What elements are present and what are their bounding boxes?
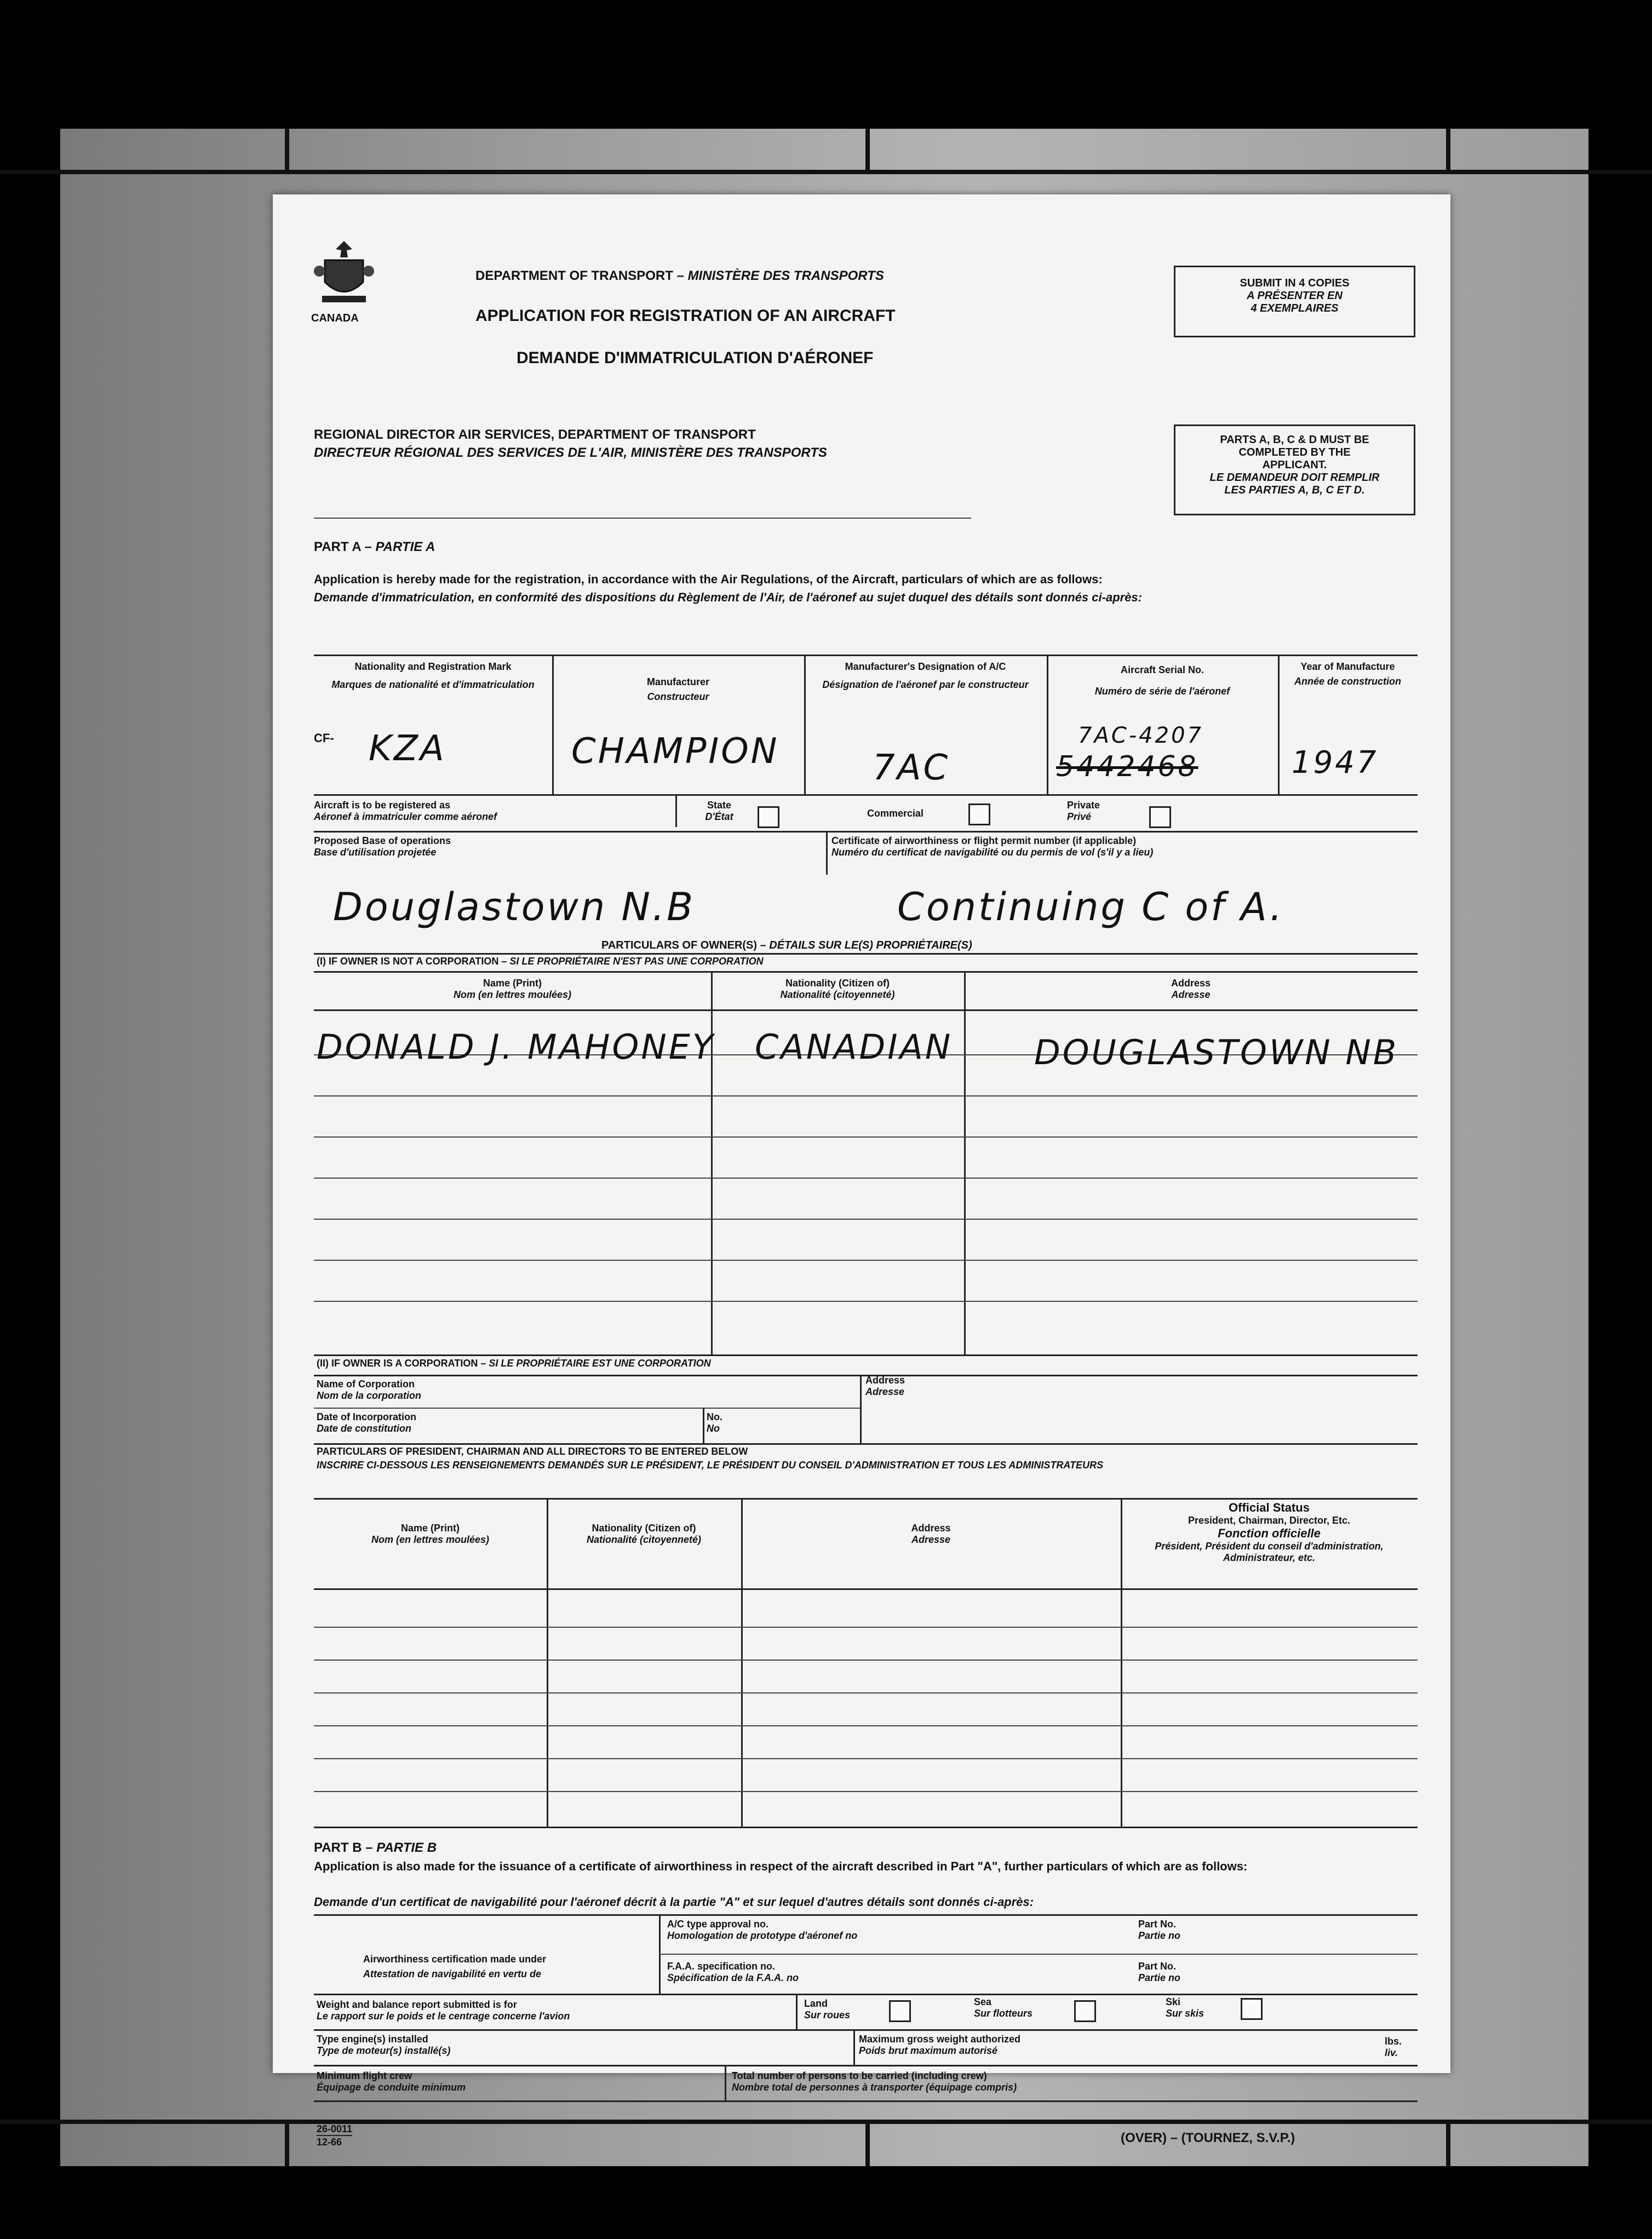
table-line: [314, 1994, 1418, 1995]
certificate-value: Continuing C of A.: [897, 885, 1284, 929]
col-registration-header: Nationality and Registration Mark Marques de nationalité et d'immatriculation: [331, 661, 535, 690]
owner-address-value: DOUGLASTOWN NB: [1034, 1032, 1399, 1072]
part-b-intro-fr: Demande d'un certificat de navigabilité pour l'aéronef décrit à la partie "A" et sur lequel d'autres détails sont donnés ci-après:: [314, 1895, 1034, 1909]
min-crew-label: Minimum flight crew Équipage de conduite minimum: [317, 2070, 466, 2093]
registration-mark-value: KZA: [369, 728, 446, 769]
table-line: [547, 1498, 548, 1827]
col-designation-header: Manufacturer's Designation of A/C Désignation de l'aéronef par le constructeur: [822, 661, 1029, 690]
weight-balance-label: Weight and balance report submitted is for Le rapport sur le poids et le centrage concerne l'avion: [317, 1999, 570, 2022]
serial-corrected-value: 7AC-4207: [1078, 723, 1203, 748]
film-tick: [285, 2122, 289, 2166]
airworthiness-label: Airworthiness certification made under Attestation de navigabilité en vertu de: [363, 1954, 547, 1979]
table-line: [314, 1758, 1418, 1759]
film-border-top: [0, 170, 1652, 174]
title-english: APPLICATION FOR REGISTRATION OF AN AIRCRAFT: [475, 307, 896, 325]
director-status-header: Official Status President, Chairman, Director, Etc. Fonction officielle Président, Président du conseil d'administration, Administrateur, etc.: [1155, 1501, 1384, 1563]
table-line: [826, 831, 828, 875]
corporation-name-label: Name of Corporation Nom de la corporation: [317, 1379, 422, 1401]
table-line: [314, 1408, 860, 1409]
private-checkbox[interactable]: [1149, 806, 1171, 828]
directors-instructions-fr: INSCRIRE CI-DESSOUS LES RENSEIGNEMENTS DEMANDÉS SUR LE PRÉSIDENT, LE PRÉSIDENT DU CONSEIL D'ADMINISTRATION ET TOUS LES ADMINISTRATEURS: [317, 1460, 1104, 1471]
corporation-address-label: Address Adresse: [865, 1375, 905, 1397]
commercial-checkbox[interactable]: [968, 803, 990, 825]
not-corporation-heading: (I) IF OWNER IS NOT A CORPORATION – SI LE PROPRIÉTAIRE N'EST PAS UNE CORPORATION: [317, 956, 764, 967]
canada-coat-of-arms-icon: [314, 238, 374, 309]
department-title: DEPARTMENT OF TRANSPORT – MINISTÈRE DES TRANSPORTS: [475, 268, 884, 283]
part-no-label-2: Part No. Partie no: [1138, 1961, 1181, 1983]
address-line: [314, 518, 971, 519]
director-name-header: Name (Print) Nom (en lettres moulées): [371, 1523, 490, 1545]
persons-carried-label: Total number of persons to be carried (including crew) Nombre total de personnes à transporter (équipage compris): [732, 2070, 1017, 2093]
certificate-label: Certificate of airworthiness or flight permit number (if applicable) Numéro du certificat de navigabilité ou du permis de vol (s'il y a lieu): [831, 835, 1154, 858]
table-line: [314, 1178, 1418, 1179]
table-line: [703, 1408, 704, 1443]
table-line: [659, 1954, 1418, 1955]
corporation-heading: (II) IF OWNER IS A CORPORATION – SI LE PROPRIÉTAIRE EST UNE CORPORATION: [317, 1358, 711, 1369]
col-manufacturer-header: Manufacturer Constructeur: [646, 676, 710, 702]
state-label: State D'État: [705, 800, 733, 822]
owner-nationality-header: Nationality (Citizen of) Nationalité (citoyenneté): [780, 978, 895, 1000]
parts-required-box: PARTS A, B, C & D MUST BE COMPLETED BY THE APPLICANT. LE DEMANDEUR DOIT REMPLIR LES PARTIES A, B, C ET D.: [1174, 424, 1415, 515]
table-line: [314, 2029, 1418, 2031]
sea-label: Sea Sur flotteurs: [974, 1996, 1033, 2019]
part-b-heading: PART B – PARTIE B: [314, 1840, 437, 1855]
table-line: [314, 1443, 1418, 1445]
table-line: [314, 971, 1418, 973]
table-line: [314, 1354, 1418, 1356]
owner-name-value: DONALD J. MAHONEY: [317, 1027, 715, 1067]
table-line: [796, 1994, 798, 2029]
ski-checkbox[interactable]: [1241, 1998, 1263, 2020]
table-line: [314, 1692, 1418, 1693]
table-line: [314, 794, 1418, 796]
part-b-intro-en: Application is also made for the issuance of a certificate of airworthiness in respect of the aircraft described in Part "A", further particulars of which are as follows:: [314, 1859, 1248, 1873]
owner-address-header: Address Adresse: [1171, 978, 1211, 1000]
film-border-bottom: [0, 2120, 1652, 2124]
over-note: (OVER) – (TOURNEZ, S.V.P.): [1121, 2131, 1295, 2145]
table-line: [964, 971, 966, 1354]
table-line: [314, 953, 1418, 955]
directors-instructions-en: PARTICULARS OF PRESIDENT, CHAIRMAN AND ALL DIRECTORS TO BE ENTERED BELOW: [317, 1446, 748, 1457]
country-label: CANADA: [311, 312, 359, 324]
part-a-heading: PART A – PARTIE A: [314, 539, 435, 554]
table-line: [314, 1914, 1418, 1916]
incorporation-date-label: Date of Incorporation Date de constitution: [317, 1411, 417, 1434]
table-line: [314, 1827, 1418, 1828]
form-number: 26-0011: [317, 2123, 352, 2136]
film-tick: [865, 129, 870, 173]
part-a-intro-fr: Demande d'immatriculation, en conformité des dispositions du Règlement de l'Air, de l'aéronef au sujet duquel des détails sont donnés ci-après:: [314, 590, 1142, 604]
commercial-label: Commercial: [867, 808, 924, 819]
table-line: [314, 1725, 1418, 1726]
table-line: [314, 1498, 1418, 1500]
title-french: DEMANDE D'IMMATRICULATION D'AÉRONEF: [517, 349, 874, 367]
col-serial-header: Aircraft Serial No. Numéro de série de l'aéronef: [1094, 664, 1230, 697]
owners-heading: PARTICULARS OF OWNER(S) – DÉTAILS SUR LE(S) PROPRIÉTAIRE(S): [601, 939, 972, 951]
table-line: [314, 1301, 1418, 1302]
type-approval-label: A/C type approval no. Homologation de prototype d'aéronef no: [667, 1919, 858, 1941]
land-checkbox[interactable]: [889, 2000, 911, 2022]
sea-checkbox[interactable]: [1074, 2000, 1096, 2022]
table-line: [314, 1660, 1418, 1661]
year-value: 1947: [1292, 745, 1379, 780]
private-label: Private Privé: [1067, 800, 1100, 822]
owner-name-header: Name (Print) Nom (en lettres moulées): [453, 978, 572, 1000]
registration-form: [273, 194, 1450, 2148]
land-label: Land Sur roues: [804, 1998, 851, 2020]
film-tick: [1446, 2122, 1450, 2166]
table-line: [853, 2029, 855, 2065]
table-line: [314, 1791, 1418, 1792]
col-year-header: Year of Manufacture Année de construction: [1294, 661, 1402, 687]
table-line: [314, 1095, 1418, 1096]
faa-spec-label: F.A.A. specification no. Spécification de la F.A.A. no: [667, 1961, 799, 1983]
cf-prefix: CF-: [314, 731, 334, 745]
table-line: [860, 1375, 862, 1443]
part-a-intro-en: Application is hereby made for the registration, in accordance with the Air Regulations, of the Aircraft, particulars of which are as follows:: [314, 572, 1103, 586]
table-line: [314, 1627, 1418, 1628]
form-date: 12-66: [317, 2137, 342, 2148]
manufacturer-value: CHAMPION: [571, 731, 779, 772]
table-line: [314, 1588, 1418, 1590]
table-line: [314, 1219, 1418, 1220]
state-checkbox[interactable]: [758, 806, 779, 828]
director-address-header: Address Adresse: [911, 1523, 951, 1545]
table-line: [725, 2065, 726, 2100]
table-line: [314, 2100, 1418, 2102]
incorporation-number-label: No. No: [707, 1411, 722, 1434]
base-label: Proposed Base of operations Base d'utilisation projetée: [314, 835, 451, 858]
table-line: [314, 1260, 1418, 1261]
regional-director-fr: DIRECTEUR RÉGIONAL DES SERVICES DE L'AIR, MINISTÈRE DES TRANSPORTS: [314, 445, 827, 460]
table-line: [314, 1136, 1418, 1138]
engine-type-label: Type engine(s) installed Type de moteur(s) installé(s): [317, 2034, 451, 2056]
serial-original-value: 5442468: [1056, 750, 1198, 783]
weight-unit-label: lbs. liv.: [1385, 2036, 1402, 2058]
max-gross-weight-label: Maximum gross weight authorized Poids brut maximum autorisé: [859, 2034, 1021, 2056]
regional-director-en: REGIONAL DIRECTOR AIR SERVICES, DEPARTMENT OF TRANSPORT: [314, 427, 756, 442]
registered-as-label: Aircraft is to be registered as Aéronef à immatriculer comme aéronef: [314, 800, 497, 822]
table-line: [741, 1498, 743, 1827]
table-line: [552, 655, 554, 794]
film-tick: [285, 129, 289, 173]
submit-copies-box: SUBMIT IN 4 COPIES A PRÉSENTER EN 4 EXEMPLAIRES: [1174, 266, 1415, 337]
director-nationality-header: Nationality (Citizen of) Nationalité (citoyenneté): [586, 1523, 702, 1545]
ski-label: Ski Sur skis: [1166, 1996, 1204, 2019]
owner-nationality-value: CANADIAN: [755, 1027, 953, 1067]
table-line: [314, 2065, 1418, 2066]
film-tick: [865, 2122, 870, 2166]
film-tick: [1446, 129, 1450, 173]
designation-value: 7AC: [873, 748, 950, 788]
base-of-operations-value: Douglastown N.B: [333, 885, 696, 929]
table-line: [314, 1009, 1418, 1011]
table-line: [314, 655, 1418, 656]
part-no-label-1: Part No. Partie no: [1138, 1919, 1181, 1941]
table-line: [314, 831, 1418, 833]
